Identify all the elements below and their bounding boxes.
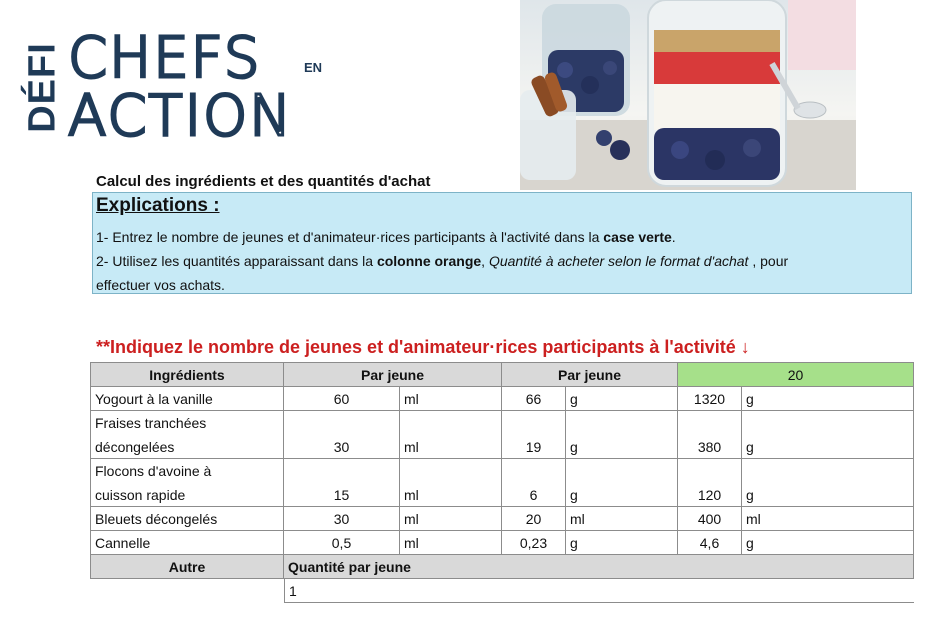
cell-q3: 1320 <box>678 387 742 411</box>
cell-u1: ml <box>400 459 502 507</box>
cell-u3: g <box>742 531 914 555</box>
ingredient-name-line: cuisson rapide <box>95 487 186 503</box>
ingredient-name-line: Bleuets décongelés <box>95 511 218 527</box>
autre-value-cell[interactable]: 1 <box>284 579 914 603</box>
ingredient-name <box>90 507 284 531</box>
explanation-line-1: 1- Entrez le nombre de jeunes et d'animateur·rices participants à l'activité dans la case verte. <box>96 229 676 245</box>
cell-q2: 20 <box>502 507 566 531</box>
explanation-line-2: 2- Utilisez les quantités apparaissant dans la colonne orange, Quantité à acheter selon le format d'achat , pour <box>96 253 789 269</box>
parfait-photo <box>520 0 856 190</box>
ingredient-name <box>90 387 284 411</box>
cell-q3: 400 <box>678 507 742 531</box>
cell-u2: ml <box>566 507 678 531</box>
cell-q2: 19 <box>502 411 566 459</box>
autre-label: Autre <box>90 555 284 579</box>
cell-u3: ml <box>742 507 914 531</box>
page-title: Calcul des ingrédients et des quantités d'achat <box>96 173 431 190</box>
cell-u3: g <box>742 411 914 459</box>
header-par-jeune-weight: Par jeune <box>502 362 678 387</box>
ingredient-name-line: décongelées <box>95 439 175 455</box>
cell-u1: ml <box>400 411 502 459</box>
cell-q1: 30 <box>284 507 400 531</box>
cell-q1: 15 <box>284 459 400 507</box>
header-ingredients: Ingrédients <box>90 362 284 387</box>
header-par-jeune-volume: Par jeune <box>284 362 502 387</box>
cell-u3: g <box>742 459 914 507</box>
ingredient-name-line: Cannelle <box>95 535 151 551</box>
logo-en: EN <box>304 60 323 75</box>
cell-u2: g <box>566 411 678 459</box>
cell-q2: 66 <box>502 387 566 411</box>
ingredient-name-line: Yogourt à la vanille <box>95 391 213 407</box>
participants-count-cell[interactable]: 20 <box>678 362 914 387</box>
cell-u2: g <box>566 459 678 507</box>
cell-u2: g <box>566 531 678 555</box>
logo-action: ACTION <box>68 84 294 149</box>
logo-chefs: CHEFS <box>68 26 262 91</box>
cell-q3: 380 <box>678 411 742 459</box>
explanations-heading: Explications : <box>96 195 220 216</box>
participants-instruction: **Indiquez le nombre de jeunes et d'animateur·rices participants à l'activité ↓ <box>96 337 750 357</box>
cell-q1: 30 <box>284 411 400 459</box>
explanations-box <box>92 192 912 294</box>
cell-q1: 60 <box>284 387 400 411</box>
cell-q2: 0,23 <box>502 531 566 555</box>
ingredient-name <box>90 411 284 459</box>
cell-u2: g <box>566 387 678 411</box>
ingredient-name-line: Fraises tranchées <box>95 415 207 431</box>
cell-q3: 4,6 <box>678 531 742 555</box>
cell-u1: ml <box>400 531 502 555</box>
autre-quantity-header: Quantité par jeune <box>284 555 914 579</box>
logo-defi: DÉFI <box>21 42 64 133</box>
explanation-line-3: effectuer vos achats. <box>96 277 225 293</box>
cell-q1: 0,5 <box>284 531 400 555</box>
cell-u1: ml <box>400 387 502 411</box>
ingredient-name <box>90 459 284 507</box>
cell-u1: ml <box>400 507 502 531</box>
cell-u3: g <box>742 387 914 411</box>
cell-q2: 6 <box>502 459 566 507</box>
ingredient-name <box>90 531 284 555</box>
defi-chefs-en-action-logo <box>21 20 348 149</box>
cell-q3: 120 <box>678 459 742 507</box>
ingredient-name-line: Flocons d'avoine à <box>95 463 212 479</box>
